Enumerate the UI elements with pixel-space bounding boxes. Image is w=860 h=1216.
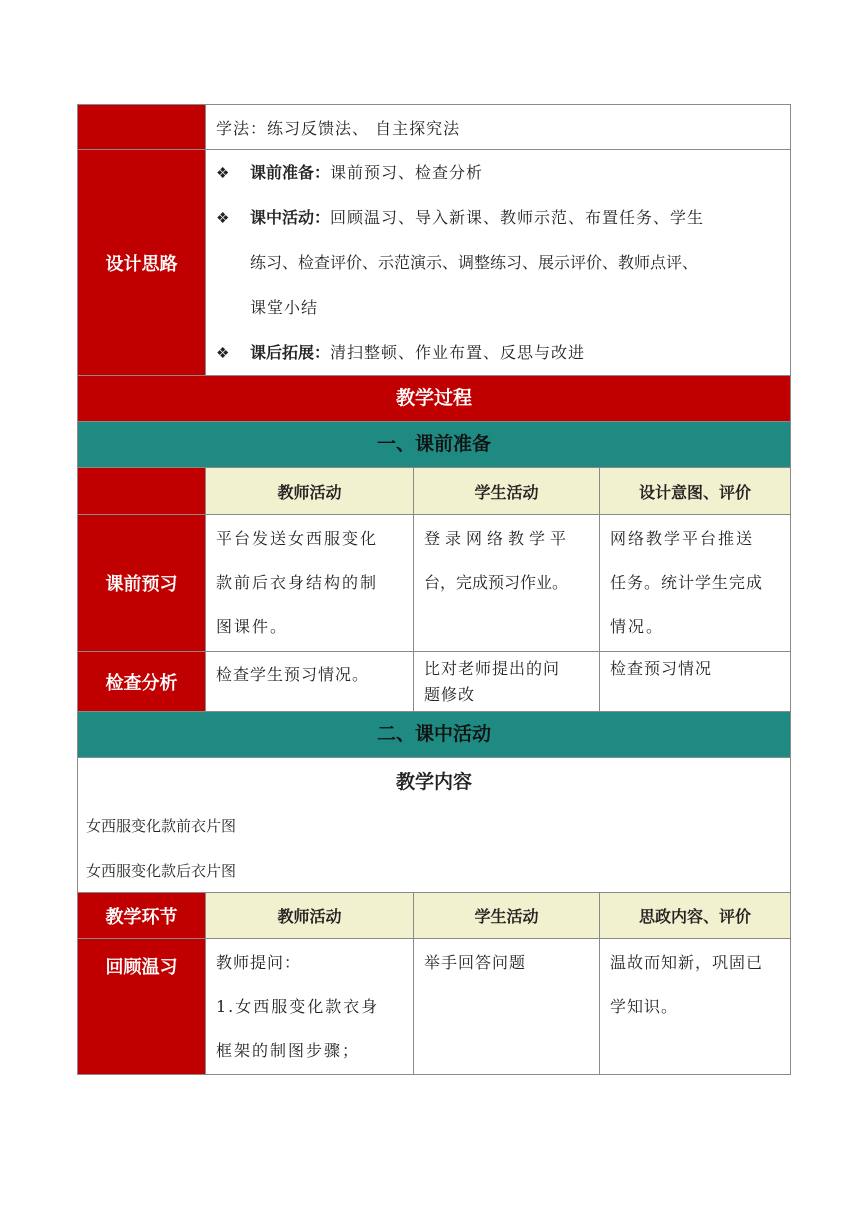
review-teacher-cell	[205, 939, 413, 1074]
method-row	[77, 104, 791, 150]
method-label-cell	[78, 105, 205, 149]
check-row	[77, 652, 791, 712]
method-cell	[205, 105, 790, 149]
text-line: 检查预习情况	[610, 659, 713, 678]
text-line: 网络教学平台推送	[610, 529, 755, 548]
content-line: 女西服变化款后衣片图	[86, 862, 237, 880]
design-content	[205, 150, 790, 375]
design-label: 设计思路	[78, 150, 205, 375]
section1-band	[77, 422, 791, 468]
design-item-title: 课前准备：	[250, 163, 331, 182]
check-student-cell	[413, 652, 599, 711]
section1-title: 一、课前准备	[376, 433, 491, 455]
text-line: 台，完成预习作业。	[424, 573, 569, 592]
design-item-text: 课前预习、检查分析	[330, 163, 484, 182]
diamond-bullet-icon: ❖	[216, 209, 230, 227]
section2-band	[77, 712, 791, 758]
text-line: 教师提问：	[216, 953, 302, 972]
review-design-cell	[599, 939, 790, 1074]
diamond-bullet-icon: ❖	[216, 164, 230, 182]
text-line: 登录网络教学平	[424, 529, 572, 548]
review-row	[77, 939, 791, 1075]
text-line: 图课件。	[216, 617, 289, 636]
preview-design-cell	[599, 515, 790, 651]
lesson-plan-table	[77, 104, 791, 1075]
section1-header-blank	[78, 468, 205, 514]
text-line: 款前后衣身结构的制	[216, 573, 379, 592]
design-item-text-line: 练习、检查评价、示范演示、调整练习、展示评价、教师点评、	[250, 253, 699, 272]
header-ideology: 思政内容、评价	[599, 893, 790, 938]
design-item-after	[216, 330, 780, 375]
review-student-cell	[413, 939, 599, 1074]
process-title: 教学过程	[395, 387, 472, 409]
preview-teacher-cell	[205, 515, 413, 651]
text-line: 平台发送女西服变化	[216, 529, 379, 548]
text-line: 学知识。	[610, 997, 679, 1016]
preview-student-cell	[413, 515, 599, 651]
header-student: 学生活动	[413, 893, 599, 938]
design-item-prep	[216, 150, 780, 195]
design-item-title: 课中活动：	[250, 208, 331, 227]
process-title-band	[77, 376, 791, 422]
section1-header-row	[77, 468, 791, 515]
header-teacher: 教师活动	[205, 468, 413, 514]
section2-header-row	[77, 893, 791, 939]
text-line: 比对老师提出的问	[424, 659, 561, 678]
diamond-bullet-icon: ❖	[216, 344, 230, 362]
header-student: 学生活动	[413, 468, 599, 514]
review-label: 回顾温习	[78, 939, 205, 1074]
section2-title: 二、课中活动	[376, 723, 491, 745]
text-line: 举手回答问题	[424, 953, 527, 972]
text-line: 1.女西服变化款衣身	[216, 997, 380, 1016]
preview-row	[77, 515, 791, 652]
content-title: 教学内容	[395, 771, 472, 793]
design-item-text-line: 课堂小结	[250, 298, 319, 317]
text-line: 情况。	[610, 617, 665, 636]
text-line: 检查学生预习情况。	[216, 665, 370, 684]
text-line: 题修改	[424, 685, 476, 704]
content-line: 女西服变化款前衣片图	[86, 817, 237, 835]
method-text: 学法：练习反馈法、 自主探究法	[216, 118, 461, 138]
header-teacher: 教师活动	[205, 893, 413, 938]
text-line: 温故而知新，巩固已	[610, 953, 764, 972]
design-item-text: 清扫整顿、作业布置、反思与改进	[330, 343, 586, 362]
text-line: 任务。统计学生完成	[610, 573, 764, 592]
preview-label: 课前预习	[78, 515, 205, 651]
check-teacher-cell	[205, 652, 413, 711]
header-design: 设计意图、评价	[599, 468, 790, 514]
design-row	[77, 150, 791, 376]
check-design-cell	[599, 652, 790, 711]
design-item-text: 回顾温习、导入新课、教师示范、布置任务、学生	[330, 208, 705, 227]
content-block	[77, 758, 791, 893]
design-item-title: 课后拓展：	[250, 343, 331, 362]
check-label: 检查分析	[78, 652, 205, 711]
design-item-class	[216, 195, 780, 330]
header-stage: 教学环节	[78, 893, 205, 938]
text-line: 框架的制图步骤；	[216, 1041, 361, 1060]
